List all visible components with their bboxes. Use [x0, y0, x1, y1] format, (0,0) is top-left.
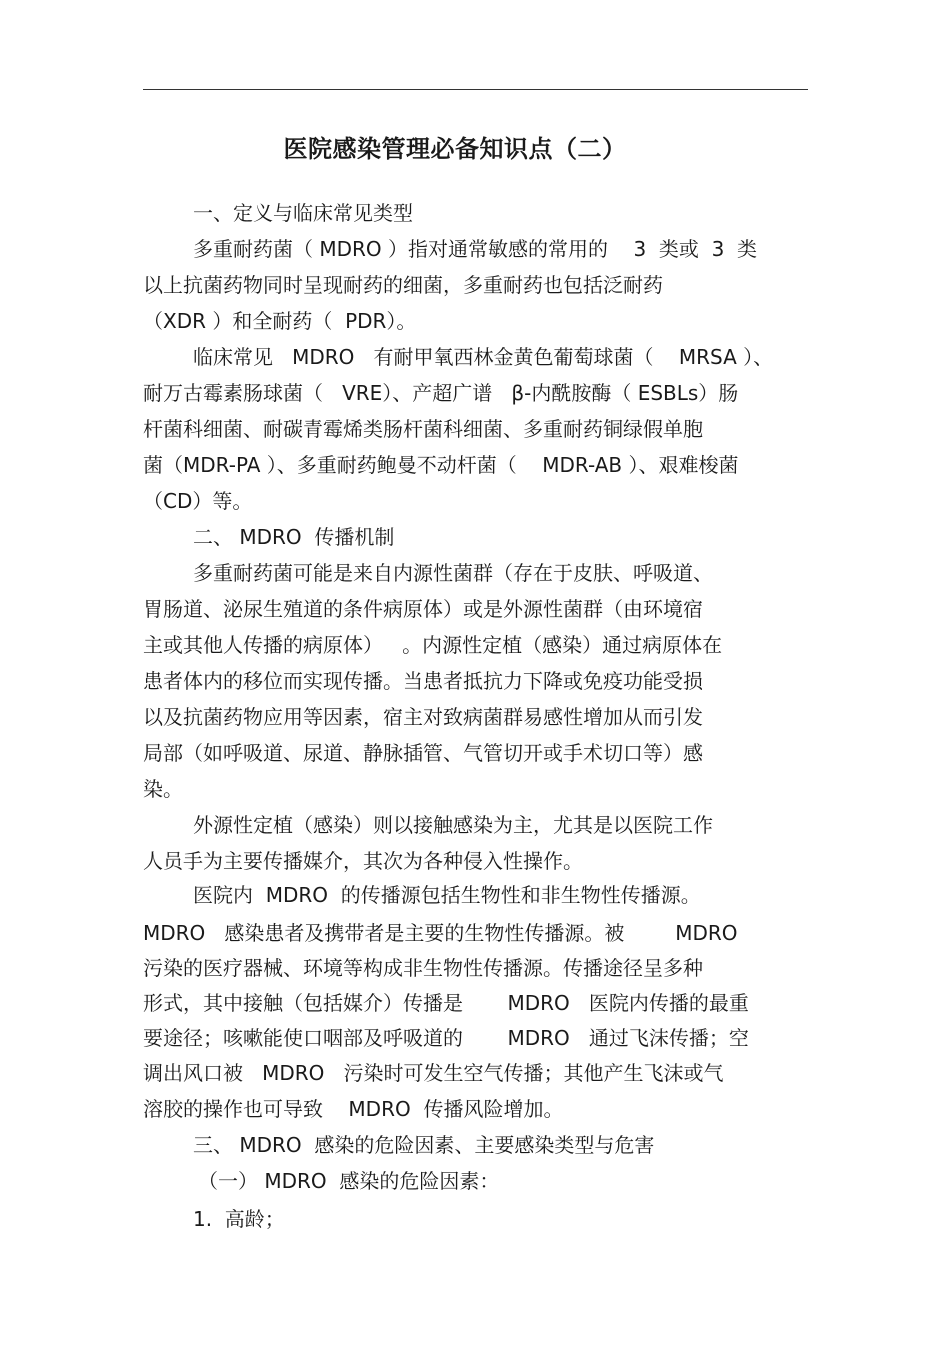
text-line: 菌（MDR-PA ）、多重耐药鲍曼不动杆菌（ MDR-AB ）、艰难梭菌	[143, 453, 739, 477]
text-line: 胃肠道、泌尿生殖道的条件病原体）或是外源性菌群（由环境宿	[143, 597, 703, 621]
text-line: 要途径；咳嗽能使口咽部及呼吸道的 MDRO 通过飞沫传播；空	[143, 1026, 749, 1050]
text-line: 多重耐药菌可能是来自内源性菌群（存在于皮肤、呼吸道、	[193, 561, 713, 585]
text-line: 外源性定植（感染）则以接触感染为主，尤其是以医院工作	[193, 813, 713, 837]
text-line: 调出风口被 MDRO 污染时可发生空气传播；其他产生飞沫或气	[143, 1061, 724, 1085]
text-line: 以上抗菌药物同时呈现耐药的细菌，多重耐药也包括泛耐药	[143, 273, 663, 297]
text-line: 耐万古霉素肠球菌（ VRE）、产超广谱 β-内酰胺酶（ ESBLs）肠	[143, 381, 739, 405]
heading-risk-factors: 三、 MDRO 感染的危险因素、主要感染类型与危害	[193, 1133, 655, 1157]
text-line: 以及抗菌药物应用等因素，宿主对致病菌群易感性增加从而引发	[143, 705, 703, 729]
heading-transmission: 二、 MDRO 传播机制	[193, 525, 395, 549]
text-line: 形式，其中接触（包括媒介）传播是 MDRO 医院内传播的最重	[143, 991, 749, 1015]
text-line: 人员手为主要传播媒介，其次为各种侵入性操作。	[143, 849, 583, 873]
text-line: 局部（如呼吸道、尿道、静脉插管、气管切开或手术切口等）感	[143, 741, 703, 765]
subheading-risk-factors: （一） MDRO 感染的危险因素：	[198, 1169, 500, 1193]
text-line: 患者体内的移位而实现传播。当患者抵抗力下降或免疫功能受损	[143, 669, 703, 693]
text-line: 溶胶的操作也可导致 MDRO 传播风险增加。	[143, 1097, 564, 1121]
text-line: 污染的医疗器械、环境等构成非生物性传播源。传播途径呈多种	[143, 956, 703, 980]
text-line: 主或其他人传播的病原体） 。内源性定植（感染）通过病原体在	[143, 633, 723, 657]
text-line: MDRO 感染患者及携带者是主要的生物性传播源。被 MDRO	[143, 921, 738, 945]
list-item: 1. 高龄；	[193, 1207, 285, 1231]
text-line: 临床常见 MDRO 有耐甲氧西林金黄色葡萄球菌（ MRSA ）、	[193, 345, 774, 369]
heading-definition: 一、定义与临床常见类型	[193, 201, 413, 225]
text-line: 染。	[143, 777, 183, 801]
page-title: 医院感染管理必备知识点（二）	[283, 135, 627, 164]
text-line: 医院内 MDRO 的传播源包括生物性和非生物性传播源。	[193, 883, 701, 907]
text-line: 多重耐药菌（ MDRO ）指对通常敏感的常用的 3 类或 3 类	[193, 237, 758, 261]
text-line: 杆菌科细菌、耐碳青霉烯类肠杆菌科细菌、多重耐药铜绿假单胞	[143, 417, 703, 441]
text-line: （CD）等。	[143, 489, 253, 513]
header-rule	[143, 89, 808, 90]
text-line: （XDR ）和全耐药（ PDR）。	[143, 309, 417, 333]
